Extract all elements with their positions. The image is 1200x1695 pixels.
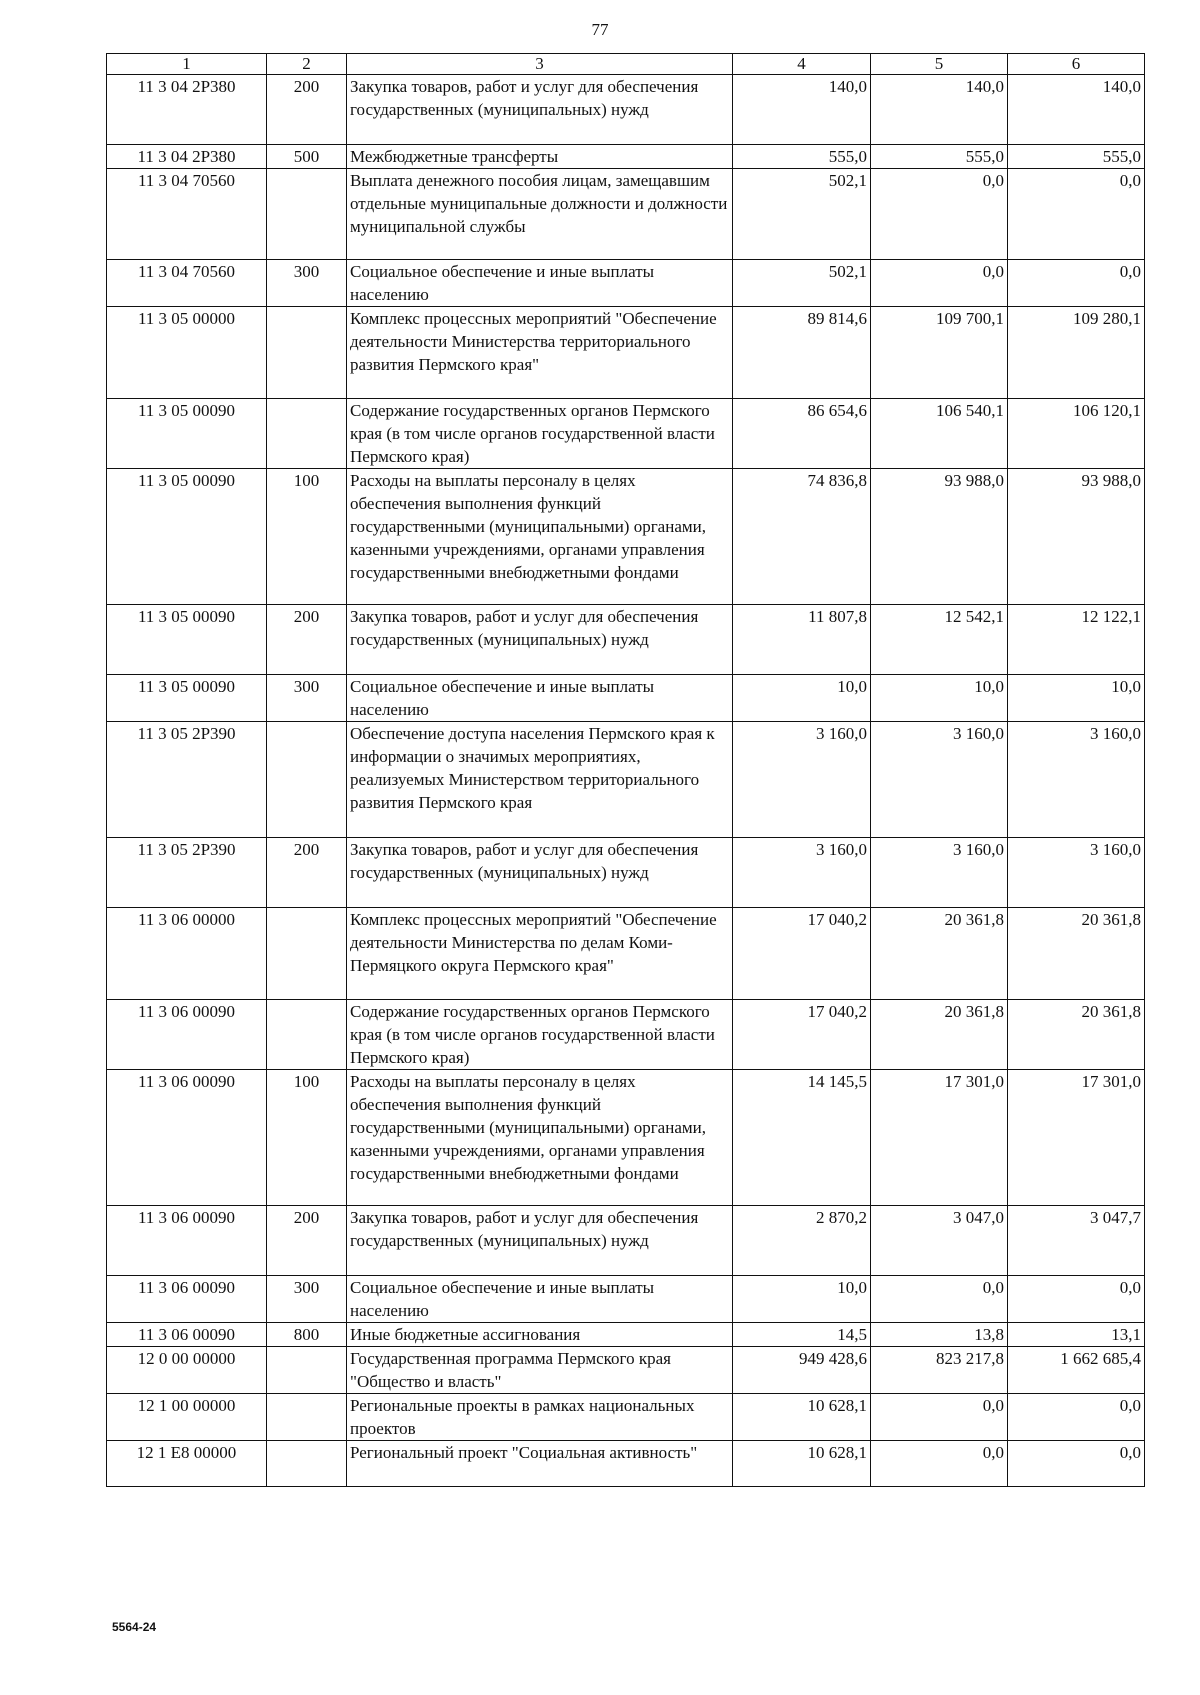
item-name-cell: Региональный проект "Социальная активность" <box>347 1441 733 1487</box>
table-row <box>107 1000 1145 1070</box>
item-name-cell: Закупка товаров, работ и услуг для обеспечения государственных (муниципальных) нужд <box>347 75 733 145</box>
amount-col5-cell: 0,0 <box>871 1394 1008 1441</box>
amount-col5-cell: 10,0 <box>871 675 1008 722</box>
expense-type-cell: 200 <box>267 605 347 675</box>
table-row <box>107 1394 1145 1441</box>
amount-col4-cell: 10,0 <box>733 1276 871 1323</box>
amount-col5-cell: 0,0 <box>871 1441 1008 1487</box>
expense-type-cell <box>267 1394 347 1441</box>
amount-col6-cell: 106 120,1 <box>1008 399 1145 469</box>
amount-col6-cell: 0,0 <box>1008 169 1145 260</box>
amount-col4-cell: 14,5 <box>733 1323 871 1347</box>
amount-col5-cell: 12 542,1 <box>871 605 1008 675</box>
table-row <box>107 675 1145 722</box>
table-row <box>107 75 1145 145</box>
table-row <box>107 722 1145 838</box>
expense-type-cell <box>267 1000 347 1070</box>
amount-col6-cell: 555,0 <box>1008 145 1145 169</box>
amount-col4-cell: 3 160,0 <box>733 722 871 838</box>
expense-type-cell: 200 <box>267 1206 347 1276</box>
amount-col6-cell: 140,0 <box>1008 75 1145 145</box>
expense-type-cell: 300 <box>267 260 347 307</box>
amount-col4-cell: 3 160,0 <box>733 838 871 908</box>
amount-col6-cell: 0,0 <box>1008 1394 1145 1441</box>
expense-type-cell <box>267 722 347 838</box>
amount-col4-cell: 140,0 <box>733 75 871 145</box>
table-row <box>107 1206 1145 1276</box>
table-row <box>107 145 1145 169</box>
table-row <box>107 169 1145 260</box>
table-row <box>107 399 1145 469</box>
amount-col4-cell: 502,1 <box>733 169 871 260</box>
budget-code-cell: 11 3 05 2P390 <box>107 722 267 838</box>
expense-type-cell: 200 <box>267 838 347 908</box>
item-name-cell: Закупка товаров, работ и услуг для обеспечения государственных (муниципальных) нужд <box>347 838 733 908</box>
amount-col5-cell: 140,0 <box>871 75 1008 145</box>
item-name-cell: Содержание государственных органов Пермского края (в том числе органов государственной власти Пермского края) <box>347 1000 733 1070</box>
budget-code-cell: 11 3 05 00090 <box>107 605 267 675</box>
item-name-cell: Расходы на выплаты персоналу в целях обеспечения выполнения функций государственными (муниципальными) органами, казенными учреждениями, органами управления государственными внебюджетными фондами <box>347 469 733 605</box>
item-name-cell: Иные бюджетные ассигнования <box>347 1323 733 1347</box>
amount-col4-cell: 2 870,2 <box>733 1206 871 1276</box>
amount-col6-cell: 17 301,0 <box>1008 1070 1145 1206</box>
amount-col4-cell: 86 654,6 <box>733 399 871 469</box>
item-name-cell: Выплата денежного пособия лицам, замещавшим отдельные муниципальные должности и должности муниципальной службы <box>347 169 733 260</box>
expense-type-cell <box>267 1347 347 1394</box>
amount-col4-cell: 14 145,5 <box>733 1070 871 1206</box>
item-name-cell: Содержание государственных органов Пермского края (в том числе органов государственной власти Пермского края) <box>347 399 733 469</box>
expense-type-cell <box>267 908 347 1000</box>
expense-type-cell <box>267 1441 347 1487</box>
expense-type-cell: 300 <box>267 675 347 722</box>
amount-col6-cell: 3 047,7 <box>1008 1206 1145 1276</box>
item-name-cell: Обеспечение доступа населения Пермского края к информации о значимых мероприятиях, реализуемых Министерством территориального развития Пермского края <box>347 722 733 838</box>
expense-type-cell <box>267 307 347 399</box>
expense-type-cell: 100 <box>267 469 347 605</box>
item-name-cell: Комплекс процессных мероприятий "Обеспечение деятельности Министерства территориального развития Пермского края" <box>347 307 733 399</box>
document-code: 5564-24 <box>112 1620 157 1634</box>
column-header: 3 <box>347 54 733 75</box>
amount-col4-cell: 10,0 <box>733 675 871 722</box>
amount-col4-cell: 10 628,1 <box>733 1441 871 1487</box>
item-name-cell: Социальное обеспечение и иные выплаты населению <box>347 260 733 307</box>
header-row <box>107 54 1145 75</box>
amount-col5-cell: 20 361,8 <box>871 1000 1008 1070</box>
table-row <box>107 838 1145 908</box>
item-name-cell: Расходы на выплаты персоналу в целях обеспечения выполнения функций государственными (муниципальными) органами, казенными учреждениями, органами управления государственными внебюджетными фондами <box>347 1070 733 1206</box>
amount-col5-cell: 93 988,0 <box>871 469 1008 605</box>
expense-type-cell: 300 <box>267 1276 347 1323</box>
amount-col6-cell: 93 988,0 <box>1008 469 1145 605</box>
budget-code-cell: 11 3 05 00090 <box>107 399 267 469</box>
table-body <box>107 75 1145 1487</box>
table-row <box>107 260 1145 307</box>
amount-col4-cell: 11 807,8 <box>733 605 871 675</box>
table-row <box>107 1070 1145 1206</box>
amount-col6-cell: 0,0 <box>1008 1276 1145 1323</box>
budget-code-cell: 11 3 05 00090 <box>107 675 267 722</box>
budget-code-cell: 11 3 05 00000 <box>107 307 267 399</box>
amount-col6-cell: 1 662 685,4 <box>1008 1347 1145 1394</box>
expense-type-cell <box>267 169 347 260</box>
table-row <box>107 469 1145 605</box>
amount-col6-cell: 3 160,0 <box>1008 838 1145 908</box>
amount-col5-cell: 3 160,0 <box>871 838 1008 908</box>
budget-code-cell: 12 1 E8 00000 <box>107 1441 267 1487</box>
amount-col4-cell: 74 836,8 <box>733 469 871 605</box>
item-name-cell: Социальное обеспечение и иные выплаты населению <box>347 675 733 722</box>
budget-code-cell: 11 3 04 70560 <box>107 169 267 260</box>
item-name-cell: Региональные проекты в рамках национальных проектов <box>347 1394 733 1441</box>
amount-col5-cell: 17 301,0 <box>871 1070 1008 1206</box>
budget-code-cell: 11 3 06 00090 <box>107 1000 267 1070</box>
column-header: 1 <box>107 54 267 75</box>
column-header: 2 <box>267 54 347 75</box>
amount-col5-cell: 109 700,1 <box>871 307 1008 399</box>
budget-code-cell: 11 3 06 00090 <box>107 1206 267 1276</box>
table-row <box>107 1323 1145 1347</box>
amount-col5-cell: 823 217,8 <box>871 1347 1008 1394</box>
table-row <box>107 605 1145 675</box>
item-name-cell: Закупка товаров, работ и услуг для обеспечения государственных (муниципальных) нужд <box>347 1206 733 1276</box>
expense-type-cell <box>267 399 347 469</box>
item-name-cell: Государственная программа Пермского края "Общество и власть" <box>347 1347 733 1394</box>
table-row <box>107 307 1145 399</box>
expense-type-cell: 100 <box>267 1070 347 1206</box>
amount-col4-cell: 17 040,2 <box>733 908 871 1000</box>
budget-code-cell: 11 3 04 70560 <box>107 260 267 307</box>
item-name-cell: Комплекс процессных мероприятий "Обеспечение деятельности Министерства по делам Коми-Пермяцкого округа Пермского края" <box>347 908 733 1000</box>
table-row <box>107 1347 1145 1394</box>
budget-code-cell: 11 3 05 00090 <box>107 469 267 605</box>
amount-col5-cell: 555,0 <box>871 145 1008 169</box>
budget-code-cell: 11 3 05 2P390 <box>107 838 267 908</box>
amount-col6-cell: 20 361,8 <box>1008 908 1145 1000</box>
amount-col6-cell: 0,0 <box>1008 1441 1145 1487</box>
expense-type-cell: 800 <box>267 1323 347 1347</box>
table-row <box>107 1276 1145 1323</box>
table-row <box>107 1441 1145 1487</box>
column-header: 4 <box>733 54 871 75</box>
budget-code-cell: 11 3 06 00090 <box>107 1323 267 1347</box>
amount-col5-cell: 0,0 <box>871 169 1008 260</box>
amount-col4-cell: 502,1 <box>733 260 871 307</box>
column-header: 5 <box>871 54 1008 75</box>
budget-code-cell: 11 3 06 00090 <box>107 1070 267 1206</box>
item-name-cell: Социальное обеспечение и иные выплаты населению <box>347 1276 733 1323</box>
amount-col6-cell: 3 160,0 <box>1008 722 1145 838</box>
amount-col4-cell: 17 040,2 <box>733 1000 871 1070</box>
amount-col5-cell: 3 047,0 <box>871 1206 1008 1276</box>
column-header: 6 <box>1008 54 1145 75</box>
amount-col6-cell: 109 280,1 <box>1008 307 1145 399</box>
budget-code-cell: 11 3 06 00000 <box>107 908 267 1000</box>
budget-code-cell: 12 0 00 00000 <box>107 1347 267 1394</box>
amount-col6-cell: 13,1 <box>1008 1323 1145 1347</box>
amount-col6-cell: 20 361,8 <box>1008 1000 1145 1070</box>
expense-type-cell: 500 <box>267 145 347 169</box>
amount-col4-cell: 555,0 <box>733 145 871 169</box>
amount-col5-cell: 0,0 <box>871 260 1008 307</box>
budget-table <box>106 53 1145 1487</box>
amount-col5-cell: 0,0 <box>871 1276 1008 1323</box>
budget-code-cell: 11 3 04 2P380 <box>107 75 267 145</box>
table-row <box>107 908 1145 1000</box>
amount-col4-cell: 89 814,6 <box>733 307 871 399</box>
item-name-cell: Межбюджетные трансферты <box>347 145 733 169</box>
budget-code-cell: 11 3 06 00090 <box>107 1276 267 1323</box>
amount-col5-cell: 20 361,8 <box>871 908 1008 1000</box>
amount-col6-cell: 12 122,1 <box>1008 605 1145 675</box>
amount-col5-cell: 13,8 <box>871 1323 1008 1347</box>
budget-code-cell: 11 3 04 2P380 <box>107 145 267 169</box>
amount-col5-cell: 3 160,0 <box>871 722 1008 838</box>
page-number: 77 <box>591 20 609 39</box>
item-name-cell: Закупка товаров, работ и услуг для обеспечения государственных (муниципальных) нужд <box>347 605 733 675</box>
amount-col4-cell: 949 428,6 <box>733 1347 871 1394</box>
amount-col4-cell: 10 628,1 <box>733 1394 871 1441</box>
amount-col6-cell: 10,0 <box>1008 675 1145 722</box>
amount-col5-cell: 106 540,1 <box>871 399 1008 469</box>
amount-col6-cell: 0,0 <box>1008 260 1145 307</box>
budget-code-cell: 12 1 00 00000 <box>107 1394 267 1441</box>
expense-type-cell: 200 <box>267 75 347 145</box>
